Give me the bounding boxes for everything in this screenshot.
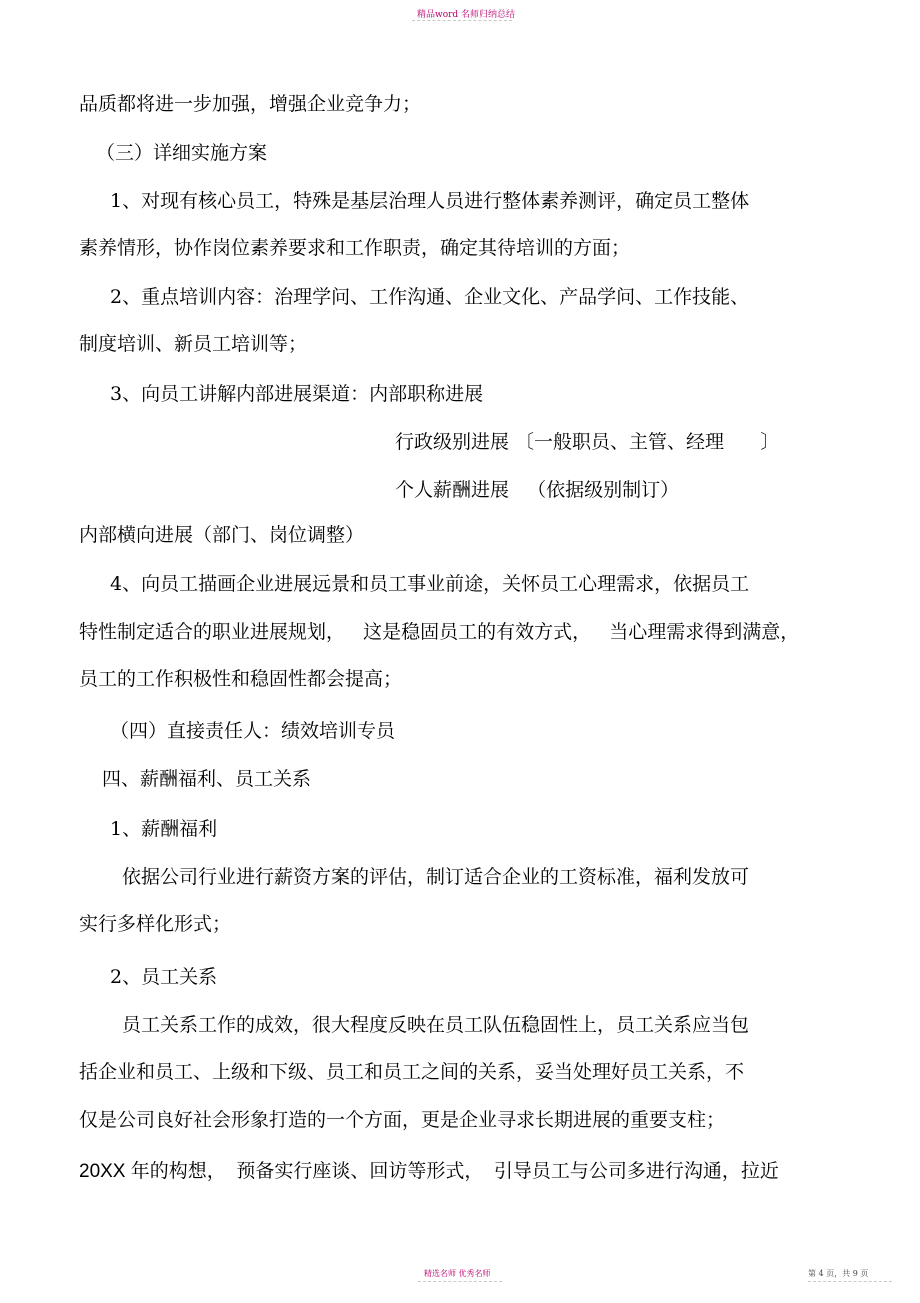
text-line: 实行多样化形式；: [79, 913, 232, 935]
text-line: 1、对现有核心员工，特殊是基层治理人员进行整体素养测评，确定员工整体: [110, 190, 750, 212]
text-line: 员工的工作积极性和稳固性都会提高；: [79, 668, 403, 690]
text-line: 个人薪酬进展 （依据级别制订）: [395, 479, 680, 501]
text-line: 制度培训、新员工培训等；: [79, 333, 308, 355]
subsection-heading: 2、员工关系: [110, 966, 218, 988]
section-heading: （四）直接责任人：绩效培训专员: [110, 720, 396, 742]
subsection-heading: 1、薪酬福利: [110, 818, 218, 840]
section-heading: （三）详细实施方案: [96, 142, 268, 164]
section-heading: 四、薪酬福利、员工关系: [102, 768, 312, 790]
text-line: 括企业和员工、上级和下级、员工和员工之间的关系，妥当处理好员工关系，不: [79, 1061, 745, 1083]
text-line: 4、向员工描画企业进展远景和员工事业前途，关怀员工心理需求，依据员工: [110, 573, 750, 595]
text-line: 行政级别进展 〔一般职员、主管、经理 〕: [395, 431, 780, 453]
text-line: 品质都将进一步加强，增强企业竞争力；: [79, 93, 422, 115]
text-line: 2、重点培训内容：治理学问、工作沟通、企业文化、产品学问、工作技能、: [110, 286, 750, 308]
page-number: 第 4 页，共 9 页: [808, 1269, 869, 1278]
header-divider: [412, 20, 512, 21]
text-line: 仅是公司良好社会形象打造的一个方面，更是企业寻求长期进展的重要支柱；: [79, 1109, 726, 1131]
text-line: 3、向员工讲解内部进展渠道：内部职称进展: [110, 383, 484, 405]
footer-divider-left: [418, 1281, 502, 1282]
text-line: 内部横向进展（部门、岗位调整）: [79, 524, 365, 546]
footer-watermark-text: 精选名师 优秀名师: [424, 1269, 491, 1278]
header-watermark-text: 精品word 名师归纳总结: [417, 10, 516, 20]
text-line: 素养情形，协作岗位素养要求和工作职责，确定其待培训的方面；: [79, 237, 631, 259]
text-line: 员工关系工作的成效，很大程度反映在员工队伍稳固性上，员工关系应当包: [122, 1014, 750, 1036]
text-line: 依据公司行业进行薪资方案的评估，制订适合企业的工资标准，福利发放可: [122, 866, 750, 888]
text-line: 20XX 年的构想， 预备实行座谈、回访等形式， 引导员工与公司多进行沟通，拉近: [79, 1161, 779, 1182]
text-line: 特性制定适合的职业进展规划， 这是稳固员工的有效方式， 当心理需求得到满意，: [79, 621, 800, 643]
footer-divider-right: [808, 1281, 892, 1282]
